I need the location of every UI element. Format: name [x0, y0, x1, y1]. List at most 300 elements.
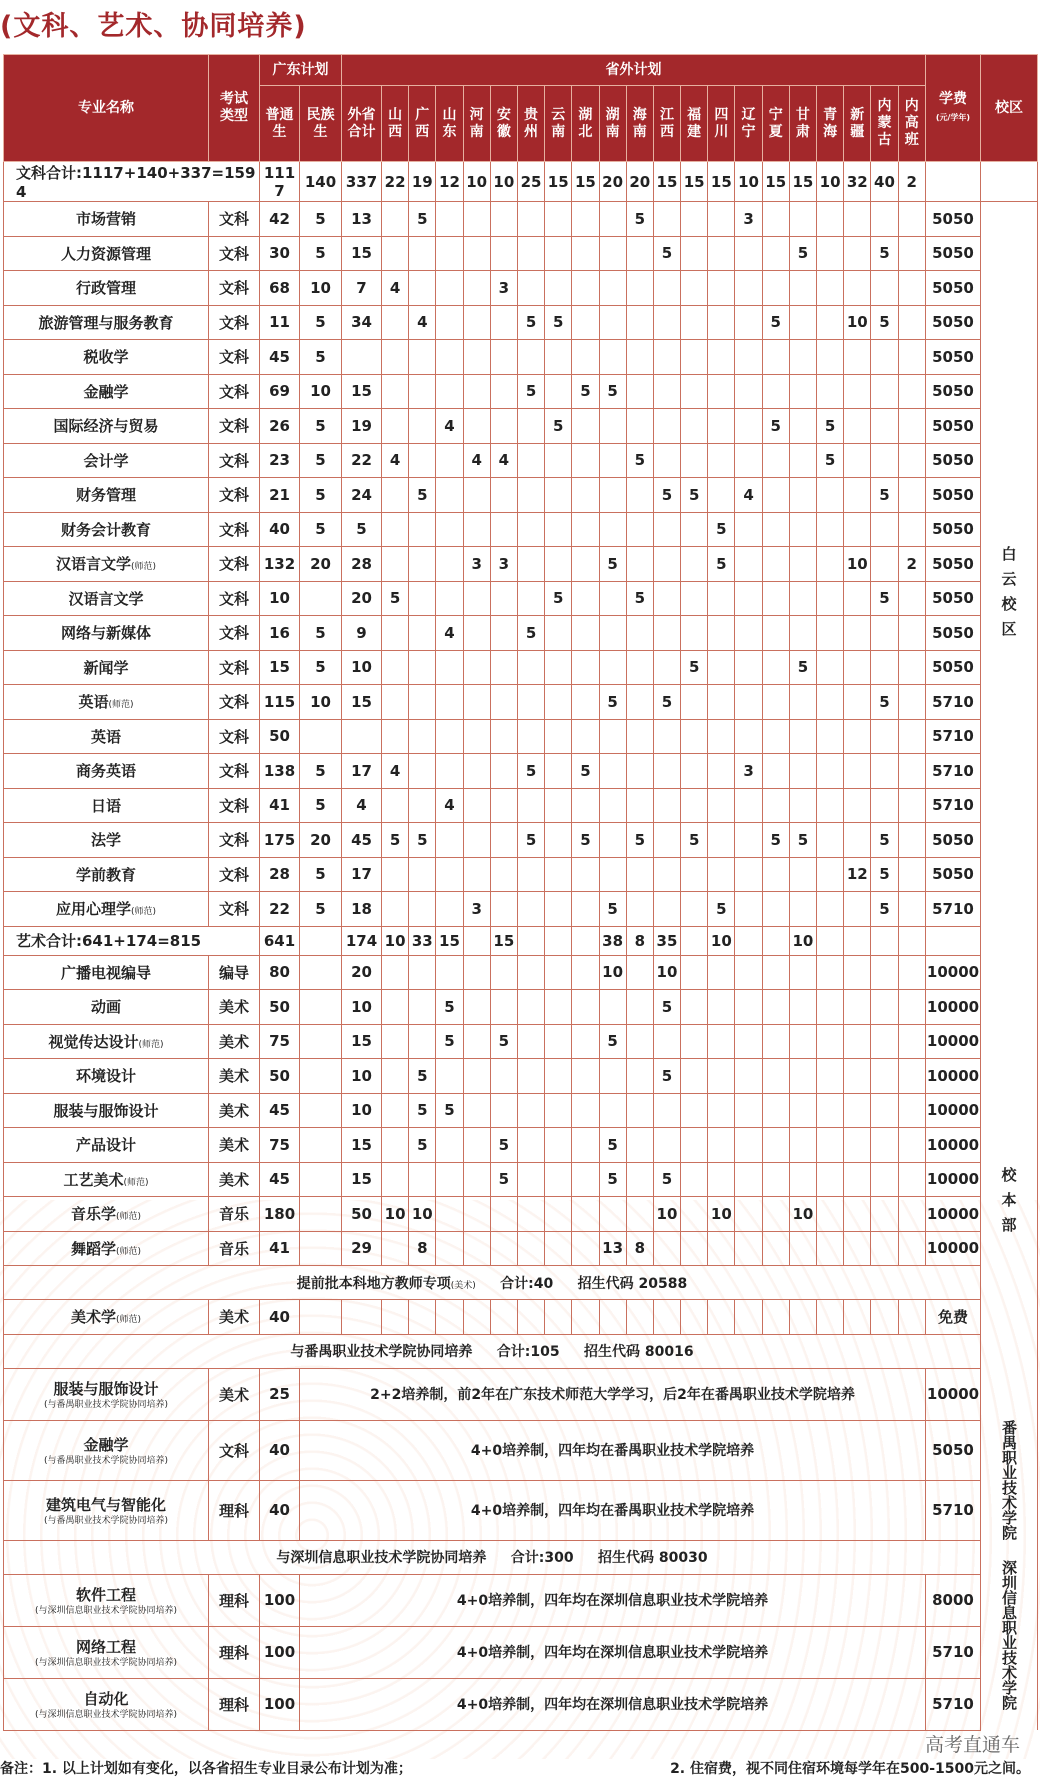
province-count	[871, 754, 898, 789]
exam-type: 文科	[209, 1420, 260, 1480]
province-count	[626, 374, 653, 409]
province-count	[626, 547, 653, 582]
province-count	[817, 1162, 844, 1197]
header-major: 专业名称	[4, 55, 209, 162]
province-count	[653, 271, 680, 306]
province-count	[517, 719, 544, 754]
major-row	[4, 1059, 1038, 1094]
province-count	[817, 892, 844, 927]
province-count	[898, 409, 925, 444]
province-count: 12	[436, 162, 463, 202]
fee: 5710	[925, 719, 980, 754]
province-count	[871, 374, 898, 409]
province-count	[735, 443, 762, 478]
province-count: 5	[871, 581, 898, 616]
header-exam-type: 考试类型	[209, 55, 260, 162]
province-count: 4	[436, 788, 463, 823]
province-count	[817, 1059, 844, 1094]
section-header-row	[4, 1266, 1038, 1300]
province-count	[789, 512, 816, 547]
section-header	[4, 1334, 981, 1368]
province-count	[789, 581, 816, 616]
province-count: 5	[436, 990, 463, 1025]
province-count	[708, 1128, 735, 1163]
campus-main: 校本部	[980, 990, 1037, 1421]
major-row	[4, 478, 1038, 513]
province-count	[436, 857, 463, 892]
province-count	[436, 823, 463, 858]
exam-type: 文科	[209, 788, 260, 823]
out-total-count: 5	[342, 512, 382, 547]
header-out-total: 外省合计	[342, 86, 382, 162]
province-count: 5	[681, 478, 708, 513]
province-count	[681, 990, 708, 1025]
province-count	[572, 409, 599, 444]
fee: 5050	[925, 202, 980, 237]
province-count	[545, 616, 572, 651]
province-count	[681, 374, 708, 409]
regular-count: 15	[260, 650, 300, 685]
province-count	[463, 754, 490, 789]
major-row	[4, 305, 1038, 340]
subtotal-label: 艺术合计:641+174=815	[4, 926, 260, 955]
province-count	[762, 443, 789, 478]
minority-count	[300, 719, 342, 754]
province-count	[681, 443, 708, 478]
province-count	[789, 1024, 816, 1059]
minority-count: 20	[300, 547, 342, 582]
province-count	[626, 271, 653, 306]
major-name	[4, 616, 209, 651]
minority-count: 5	[300, 650, 342, 685]
province-count: 5	[681, 650, 708, 685]
province-count: 4	[409, 305, 436, 340]
header-province-16: 青海	[817, 86, 844, 162]
major-row	[4, 202, 1038, 237]
minority-count	[300, 1231, 342, 1266]
exam-type: 音乐	[209, 1231, 260, 1266]
province-count: 5	[871, 236, 898, 271]
province-count	[653, 340, 680, 375]
minority-count: 10	[300, 271, 342, 306]
regular-count: 28	[260, 857, 300, 892]
major-name	[4, 1162, 209, 1197]
minority-count: 5	[300, 616, 342, 651]
province-count	[653, 202, 680, 237]
province-count	[436, 685, 463, 720]
province-count: 5	[599, 685, 626, 720]
province-count: 5	[599, 1162, 626, 1197]
major-row	[4, 1024, 1038, 1059]
province-count	[409, 1300, 436, 1335]
province-count	[572, 616, 599, 651]
exam-type: 文科	[209, 443, 260, 478]
province-count	[789, 340, 816, 375]
province-count	[817, 1093, 844, 1128]
major-name-text: 工艺美术	[63, 1170, 124, 1189]
fee: 5710	[925, 788, 980, 823]
province-count	[789, 1162, 816, 1197]
province-count	[898, 305, 925, 340]
province-count	[382, 547, 409, 582]
province-count	[762, 581, 789, 616]
regular-count: 16	[260, 616, 300, 651]
fee: 5050	[925, 236, 980, 271]
major-name-text: 法学	[90, 831, 121, 850]
province-count	[626, 1093, 653, 1128]
province-count	[898, 236, 925, 271]
province-count	[626, 650, 653, 685]
province-count	[545, 685, 572, 720]
province-count	[844, 1197, 871, 1232]
major-row	[4, 823, 1038, 858]
province-count: 3	[463, 547, 490, 582]
major-name-text: 汉语言文学	[55, 555, 131, 574]
province-count	[681, 512, 708, 547]
province-count	[382, 340, 409, 375]
minority-count: 5	[300, 443, 342, 478]
province-count	[735, 650, 762, 685]
out-total-count: 22	[342, 443, 382, 478]
header-province-12: 四川	[708, 86, 735, 162]
province-count	[817, 650, 844, 685]
exam-type: 编导	[209, 955, 260, 990]
major-name	[4, 955, 209, 990]
province-count	[599, 788, 626, 823]
province-count	[708, 1162, 735, 1197]
province-count	[572, 547, 599, 582]
minority-count: 5	[300, 892, 342, 927]
province-count: 19	[409, 162, 436, 202]
major-name	[4, 547, 209, 582]
major-name-text: 舞蹈学	[70, 1239, 116, 1258]
province-count	[762, 990, 789, 1025]
province-count	[572, 990, 599, 1025]
province-count: 5	[789, 650, 816, 685]
province-count	[898, 926, 925, 955]
province-count	[789, 857, 816, 892]
province-count	[817, 1197, 844, 1232]
province-count	[708, 788, 735, 823]
major-name-text: 金融学	[83, 1435, 129, 1454]
exam-type: 理科	[209, 1678, 260, 1730]
out-total-count: 7	[342, 271, 382, 306]
province-count	[789, 478, 816, 513]
major-name-text: 软件工程	[75, 1585, 136, 1604]
province-count	[626, 478, 653, 513]
fee: 5050	[925, 857, 980, 892]
province-count	[762, 955, 789, 990]
province-count: 5	[382, 823, 409, 858]
province-count	[735, 305, 762, 340]
province-count	[817, 1024, 844, 1059]
province-count	[490, 1197, 517, 1232]
section-code: 招生代码 20588	[577, 1275, 688, 1292]
province-count	[490, 202, 517, 237]
regular-count: 22	[260, 892, 300, 927]
province-count	[436, 955, 463, 990]
province-count	[708, 719, 735, 754]
province-count	[463, 1093, 490, 1128]
province-count	[463, 1300, 490, 1335]
province-count	[463, 1059, 490, 1094]
out-total-count: 17	[342, 754, 382, 789]
province-count	[599, 443, 626, 478]
province-count	[871, 1162, 898, 1197]
province-count	[789, 754, 816, 789]
province-count	[517, 1231, 544, 1266]
province-count	[626, 305, 653, 340]
section-total: 合计:300	[510, 1550, 574, 1566]
province-count	[653, 512, 680, 547]
province-count: 35	[653, 926, 680, 955]
page-title: (文科、艺术、协同培养)	[0, 11, 307, 42]
province-count	[708, 1300, 735, 1335]
section-header-row	[4, 1540, 1038, 1574]
major-tag: (师范)	[123, 1177, 149, 1188]
province-count: 5	[708, 512, 735, 547]
major-name-text: 商务英语	[75, 762, 136, 781]
fee: 10000	[925, 1128, 980, 1163]
province-count	[898, 616, 925, 651]
province-count	[681, 1231, 708, 1266]
province-count	[382, 1128, 409, 1163]
province-count	[708, 955, 735, 990]
province-count	[517, 788, 544, 823]
province-count	[817, 512, 844, 547]
major-name	[4, 1678, 209, 1730]
province-count	[517, 650, 544, 685]
province-count	[490, 823, 517, 858]
province-count	[653, 1128, 680, 1163]
province-count: 5	[517, 374, 544, 409]
province-count: 4	[382, 271, 409, 306]
province-count	[898, 1024, 925, 1059]
enrollment-plan-table	[3, 54, 1038, 1731]
province-count: 15	[490, 926, 517, 955]
province-count	[382, 892, 409, 927]
major-name-text: 视觉传达设计	[48, 1032, 139, 1051]
province-count	[898, 990, 925, 1025]
province-count	[898, 478, 925, 513]
major-name	[4, 202, 209, 237]
province-count	[626, 685, 653, 720]
province-count	[817, 857, 844, 892]
major-name	[4, 1128, 209, 1163]
province-count	[735, 1300, 762, 1335]
fee: 10000	[925, 1368, 980, 1420]
province-count	[409, 1024, 436, 1059]
province-count: 5	[626, 581, 653, 616]
province-count	[599, 409, 626, 444]
minority-count: 5	[300, 409, 342, 444]
province-count: 5	[653, 990, 680, 1025]
province-count	[871, 1197, 898, 1232]
province-count	[708, 1231, 735, 1266]
out-total-count: 9	[342, 616, 382, 651]
province-count: 5	[409, 478, 436, 513]
province-count: 5	[626, 823, 653, 858]
header-province-2: 山东	[436, 86, 463, 162]
province-count	[490, 754, 517, 789]
province-count	[844, 955, 871, 990]
fee: 10000	[925, 1093, 980, 1128]
province-count	[653, 374, 680, 409]
major-name-text: 新闻学	[83, 658, 129, 677]
province-count: 5	[871, 478, 898, 513]
province-count	[708, 754, 735, 789]
province-count	[545, 236, 572, 271]
province-count	[599, 823, 626, 858]
province-count	[762, 616, 789, 651]
province-count: 10	[463, 162, 490, 202]
exam-type: 理科	[209, 1626, 260, 1678]
exam-type: 美术	[209, 990, 260, 1025]
province-count	[572, 271, 599, 306]
province-count	[653, 616, 680, 651]
province-count: 8	[409, 1231, 436, 1266]
province-count	[463, 581, 490, 616]
province-count	[626, 892, 653, 927]
province-count	[545, 1024, 572, 1059]
regular-count: 45	[260, 1162, 300, 1197]
province-count: 10	[490, 162, 517, 202]
major-name-text: 税收学	[83, 348, 129, 367]
province-count: 5	[681, 823, 708, 858]
province-count	[599, 271, 626, 306]
province-count	[382, 512, 409, 547]
province-count	[653, 857, 680, 892]
major-name	[4, 754, 209, 789]
province-count	[898, 1128, 925, 1163]
province-count	[626, 340, 653, 375]
out-total-count: 50	[342, 1197, 382, 1232]
major-name-text: 汉语言文学	[68, 589, 144, 608]
province-count	[490, 990, 517, 1025]
province-count	[681, 271, 708, 306]
province-count	[436, 305, 463, 340]
province-count	[762, 1162, 789, 1197]
minority-count: 20	[300, 823, 342, 858]
province-count	[409, 955, 436, 990]
province-count	[681, 892, 708, 927]
province-count	[844, 1162, 871, 1197]
province-count	[898, 955, 925, 990]
header-regular: 普通生	[260, 86, 300, 162]
province-count	[817, 340, 844, 375]
out-total-count	[342, 719, 382, 754]
major-row	[4, 892, 1038, 927]
province-count	[409, 719, 436, 754]
province-count: 20	[599, 162, 626, 202]
province-count	[762, 685, 789, 720]
fee: 8000	[925, 1574, 980, 1626]
province-count	[844, 374, 871, 409]
province-count: 5	[517, 754, 544, 789]
regular-count: 641	[260, 926, 300, 955]
province-count	[871, 955, 898, 990]
province-count	[653, 1093, 680, 1128]
province-count: 22	[382, 162, 409, 202]
exam-type: 文科	[209, 305, 260, 340]
province-count	[545, 788, 572, 823]
province-count: 3	[735, 754, 762, 789]
province-count	[844, 443, 871, 478]
fee: 5050	[925, 409, 980, 444]
province-count	[735, 340, 762, 375]
fee: 5050	[925, 443, 980, 478]
province-count	[789, 1093, 816, 1128]
province-count	[463, 650, 490, 685]
exam-type: 文科	[209, 581, 260, 616]
major-row	[4, 685, 1038, 720]
province-count	[463, 1231, 490, 1266]
regular-count: 80	[260, 955, 300, 990]
province-count	[708, 271, 735, 306]
exam-type: 音乐	[209, 1197, 260, 1232]
major-row	[4, 340, 1038, 375]
province-count	[817, 1128, 844, 1163]
major-name	[4, 1059, 209, 1094]
province-count	[409, 1162, 436, 1197]
province-count: 5	[599, 547, 626, 582]
exam-type: 文科	[209, 754, 260, 789]
major-name	[4, 1231, 209, 1266]
header-province-5: 贵州	[517, 86, 544, 162]
province-count	[653, 1024, 680, 1059]
province-count	[463, 857, 490, 892]
province-count	[871, 340, 898, 375]
major-name-text: 广播电视编导	[60, 963, 151, 982]
province-count	[463, 305, 490, 340]
province-count	[653, 409, 680, 444]
province-count	[409, 547, 436, 582]
province-count: 10	[844, 305, 871, 340]
section-total: 合计:40	[500, 1275, 554, 1292]
province-count	[436, 754, 463, 789]
province-count	[762, 926, 789, 955]
campus-blank	[980, 162, 1037, 202]
major-name	[4, 1480, 209, 1540]
fee: 免费	[925, 1300, 980, 1335]
exam-type: 美术	[209, 1300, 260, 1335]
province-count	[762, 512, 789, 547]
province-count	[409, 990, 436, 1025]
province-count	[626, 1300, 653, 1335]
major-name-text: 财务管理	[75, 486, 136, 505]
minority-count	[300, 955, 342, 990]
province-count	[409, 374, 436, 409]
province-count	[735, 955, 762, 990]
regular-count: 23	[260, 443, 300, 478]
province-count	[463, 478, 490, 513]
province-count	[626, 788, 653, 823]
province-count	[789, 788, 816, 823]
out-total-count: 337	[342, 162, 382, 202]
province-count	[817, 754, 844, 789]
minority-count: 5	[300, 478, 342, 513]
major-name-text: 日语	[90, 796, 121, 815]
province-count	[517, 1128, 544, 1163]
province-count	[463, 340, 490, 375]
fee: 5710	[925, 1626, 980, 1678]
province-count	[572, 1093, 599, 1128]
regular-count: 42	[260, 202, 300, 237]
province-count	[490, 305, 517, 340]
province-count: 10	[599, 955, 626, 990]
province-count	[545, 271, 572, 306]
regular-count: 50	[260, 1059, 300, 1094]
